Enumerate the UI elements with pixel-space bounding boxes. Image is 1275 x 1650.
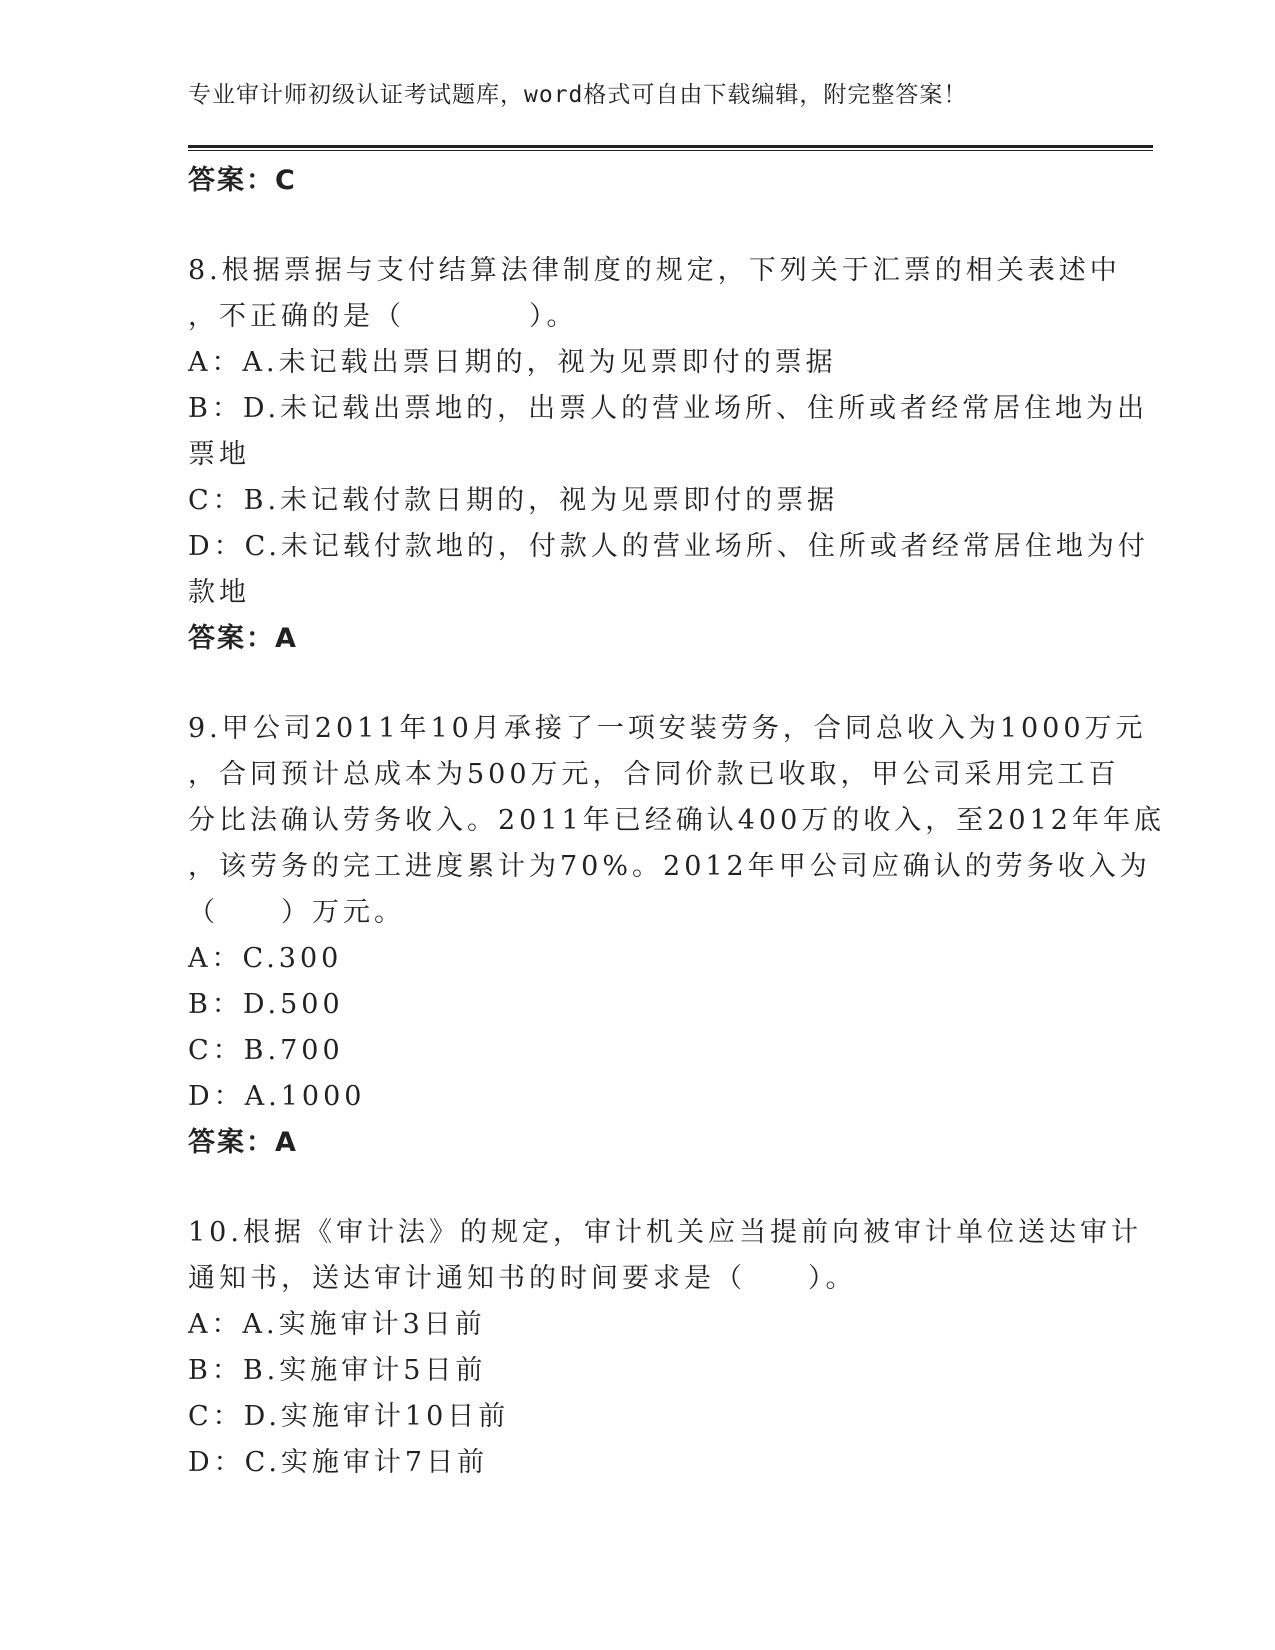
answer: 答案：A (188, 623, 298, 654)
option-a: A：A.未记载出票日期的，视为见票即付的票据 (188, 347, 837, 378)
option-d: D：C.实施审计7日前 (188, 1447, 489, 1478)
question-stem-line: 9.甲公司2011年10月承接了一项安装劳务，合同总收入为1000万元 (188, 713, 1147, 744)
spacer (188, 662, 1088, 706)
question-stem-line: ，不正确的是（ ）。 (188, 301, 578, 332)
header-rule-thick (188, 145, 1153, 148)
page-header: 专业审计师初级认证考试题库，word格式可自由下载编辑，附完整答案！ (188, 82, 968, 108)
question-stem-line: ，该劳务的完工进度累计为70%。2012年甲公司应确认的劳务收入为 (188, 851, 1151, 882)
option-c: C：D.实施审计10日前 (188, 1401, 510, 1432)
option-c: C：B.未记载付款日期的，视为见票即付的票据 (188, 485, 839, 516)
option-c: C：B.700 (188, 1035, 344, 1066)
option-b-continued: 票地 (188, 439, 250, 470)
option-b: B：B.实施审计5日前 (188, 1355, 487, 1386)
question-stem-line: （ ）万元。 (188, 897, 405, 928)
spacer (188, 204, 1088, 248)
option-d: D：A.1000 (188, 1081, 366, 1112)
previous-answer: 答案：C (188, 165, 297, 196)
header-rule-thin (188, 150, 1153, 151)
question-8 (188, 248, 1149, 662)
option-b: B：D.500 (188, 989, 344, 1020)
answer: 答案：A (188, 1127, 298, 1158)
question-stem-line: ，合同预计总成本为500万元，合同价款已收取，甲公司采用完工百 (188, 759, 1120, 790)
question-stem-line: 分比法确认劳务收入。2011年已经确认400万的收入，至2012年年底 (188, 805, 1165, 836)
option-a: A：C.300 (188, 943, 343, 974)
option-a: A：A.实施审计3日前 (188, 1309, 486, 1340)
option-d: D：C.未记载付款地的，付款人的营业场所、住所或者经常居住地为付 (188, 531, 1149, 562)
question-stem-line: 8.根据票据与支付结算法律制度的规定，下列关于汇票的相关表述中 (188, 255, 1121, 286)
question-9 (188, 706, 1165, 1166)
spacer (188, 1166, 1088, 1210)
option-d-continued: 款地 (188, 577, 250, 608)
question-10 (188, 1210, 1142, 1486)
question-stem-line: 通知书，送达审计通知书的时间要求是（ ）。 (188, 1263, 857, 1294)
document-body (188, 158, 1165, 1486)
question-stem-line: 10.根据《审计法》的规定，审计机关应当提前向被审计单位送达审计 (188, 1217, 1142, 1248)
option-b: B：D.未记载出票地的，出票人的营业场所、住所或者经常居住地为出 (188, 393, 1149, 424)
